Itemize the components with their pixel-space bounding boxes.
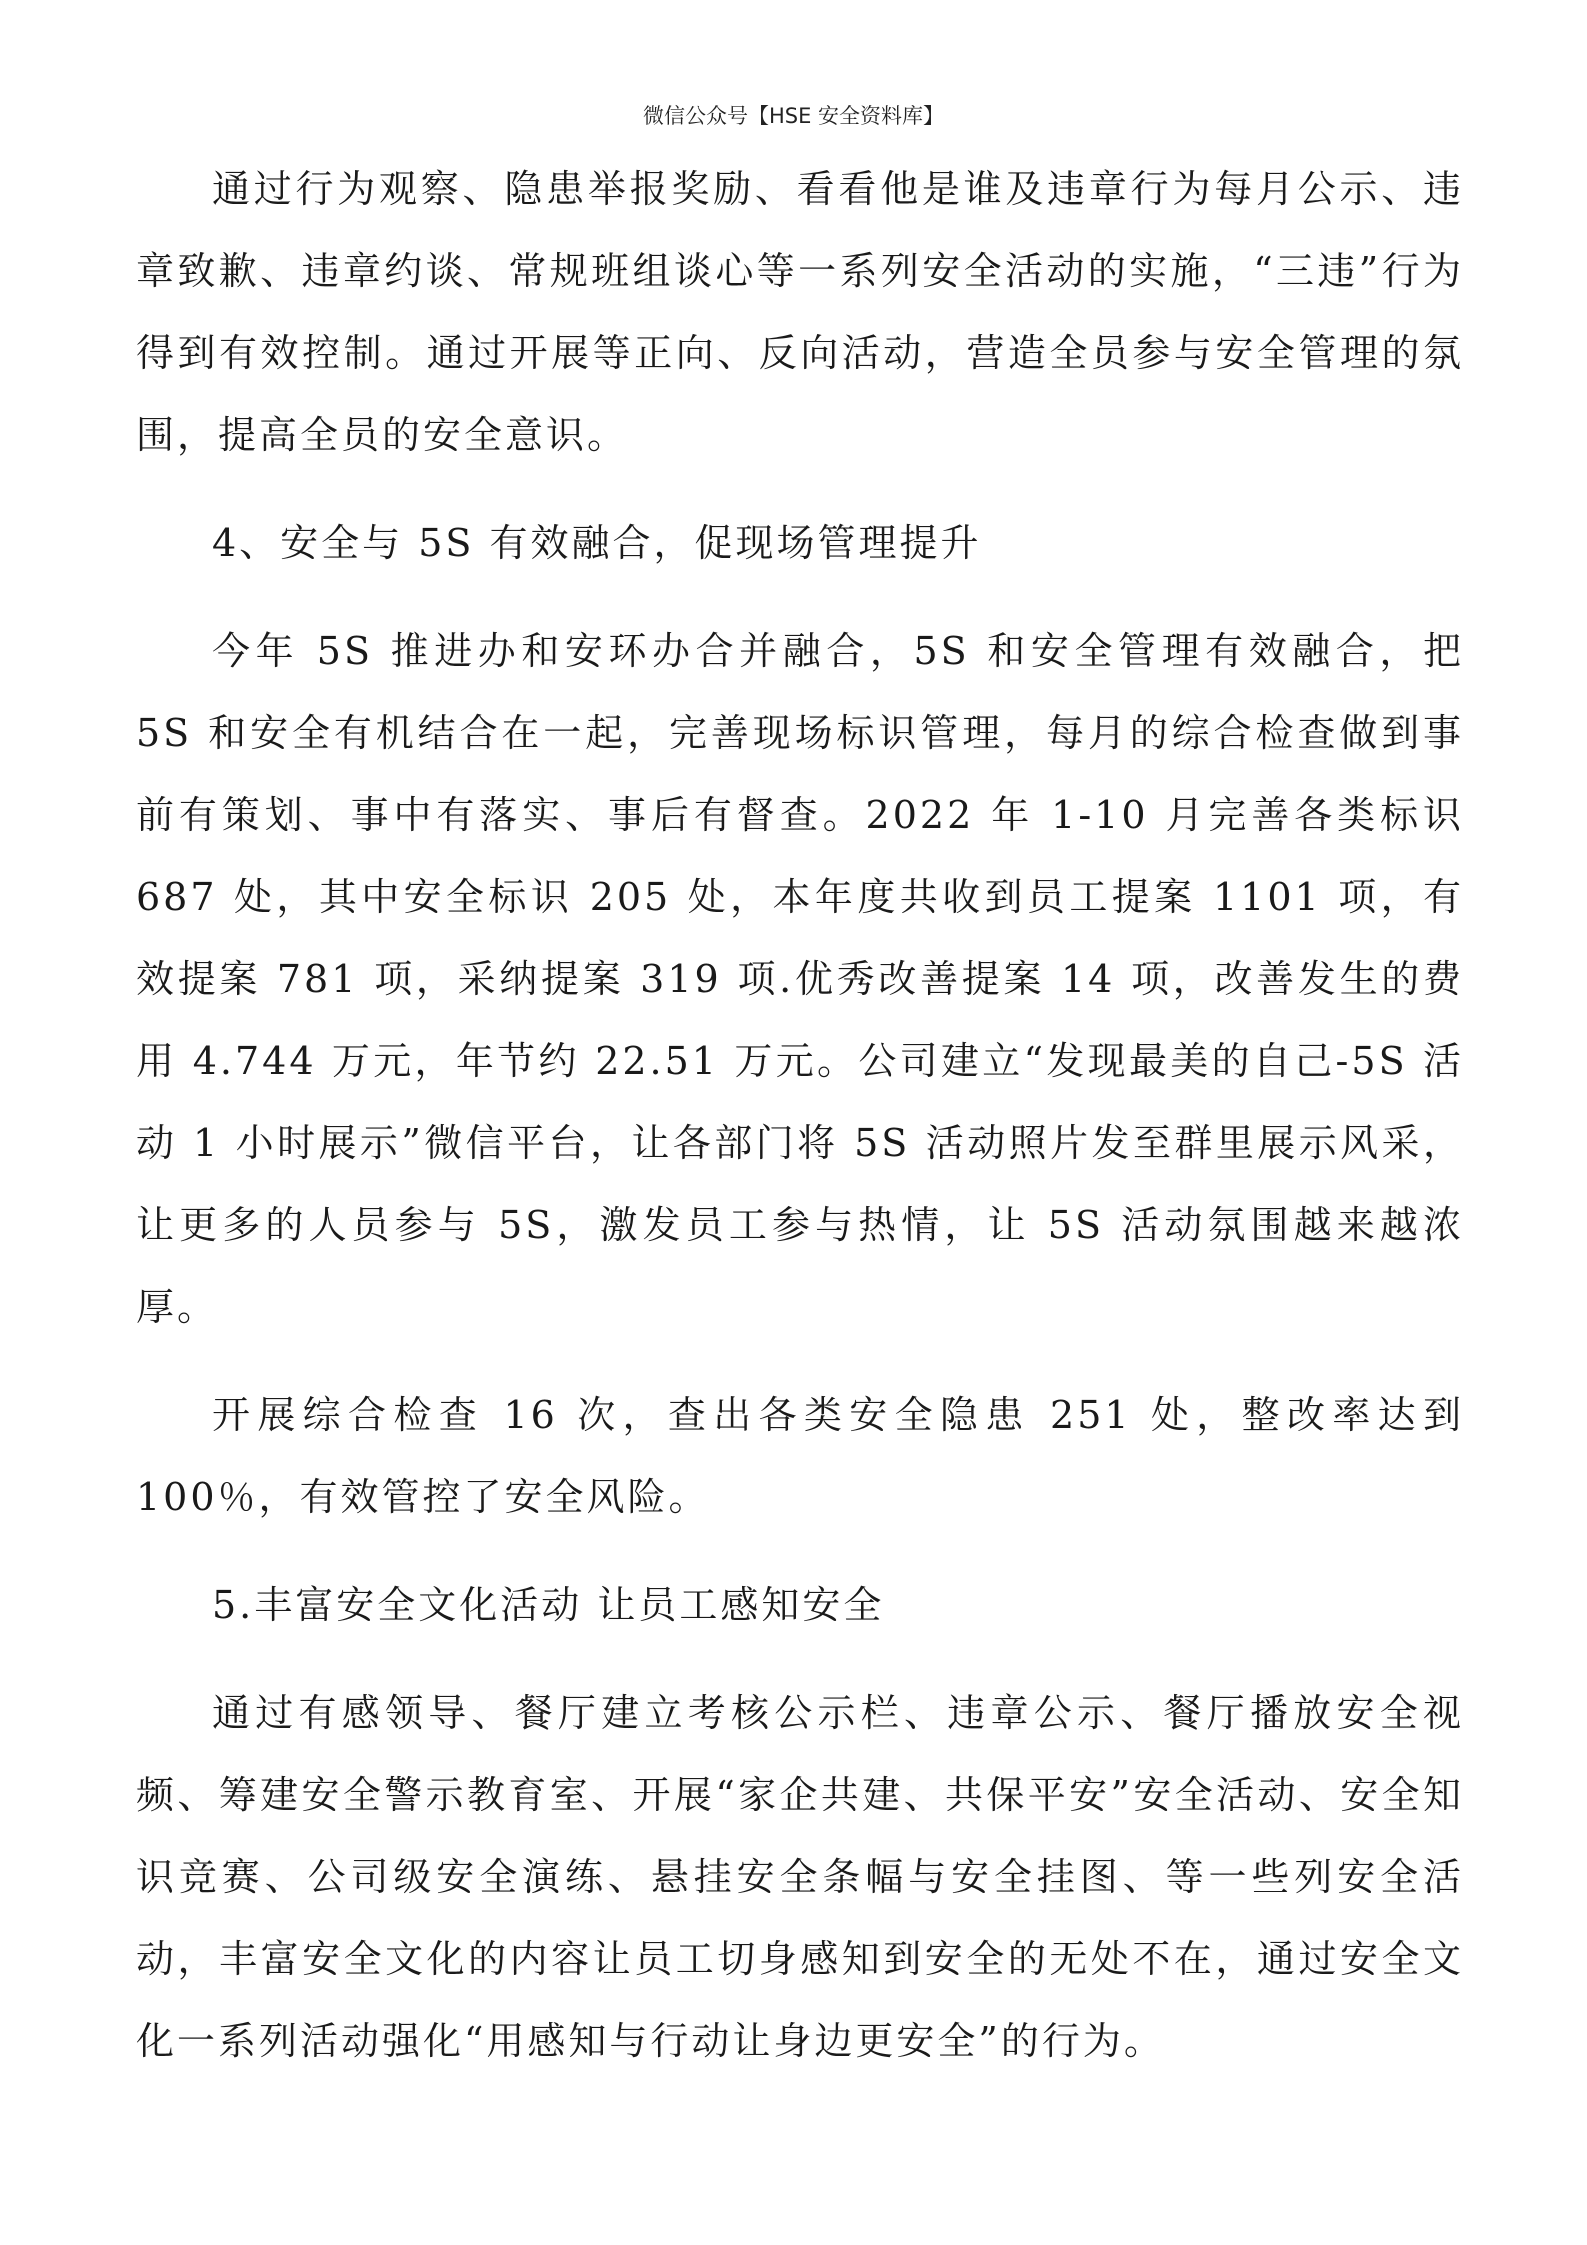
paragraph-inspection: 开展综合检查 16 次，查出各类安全隐患 251 处，整改率达到 100％，有效管控了安全风险。 xyxy=(136,1393,1464,1519)
paragraph-behavior-observation: 通过行为观察、隐患举报奖励、看看他是谁及违章行为每月公示、违章致歉、违章约谈、常规班组谈心等一系列安全活动的实施，“三违”行为得到有效控制。通过开展等正向、反向活动，营造全员参与安全管理的氛围，提高全员的安全意识。 xyxy=(136,167,1464,457)
paragraph-5s-integration: 今年 5S 推进办和安环办合并融合，5S 和安全管理有效融合，把 5S 和安全有机结合在一起，完善现场标识管理，每月的综合检查做到事前有策划、事中有落实、事后有督查。2022 年 1-10 月完善各类标识 687 处，其中安全标识 205 处，本年度共收到员工提案 1101 项，有效提案 781 项，采纳提案 319 项.优秀改善提案 14 项，改善发生的费用 4.744 万元，年节约 22.51 万元。公司建立“发现最美的自己-5S 活动 1 小时展示”微信平台，让各部门将 5S 活动照片发至群里展示风采，让更多的人员参与 5S，激发员工参与热情，让 5S 活动氛围越来越浓厚。 xyxy=(136,629,1464,1329)
paragraph-safety-culture: 通过有感领导、餐厅建立考核公示栏、违章公示、餐厅播放安全视频、筹建安全警示教育室、开展“家企共建、共保平安”安全活动、安全知识竞赛、公司级安全演练、悬挂安全条幅与安全挂图、等一些列安全活动，丰富安全文化的内容让员工切身感知到安全的无处不在，通过安全文化一系列活动强化“用感知与行动让身边更安全”的行为。 xyxy=(136,1691,1464,2063)
section-heading-4: 4、安全与 5S 有效融合，促现场管理提升 xyxy=(212,521,982,565)
page-header: 微信公众号【HSE 安全资料库】 xyxy=(642,104,945,128)
section-heading-5: 5.丰富安全文化活动 让员工感知安全 xyxy=(212,1583,885,1627)
document-body xyxy=(136,148,1464,2082)
